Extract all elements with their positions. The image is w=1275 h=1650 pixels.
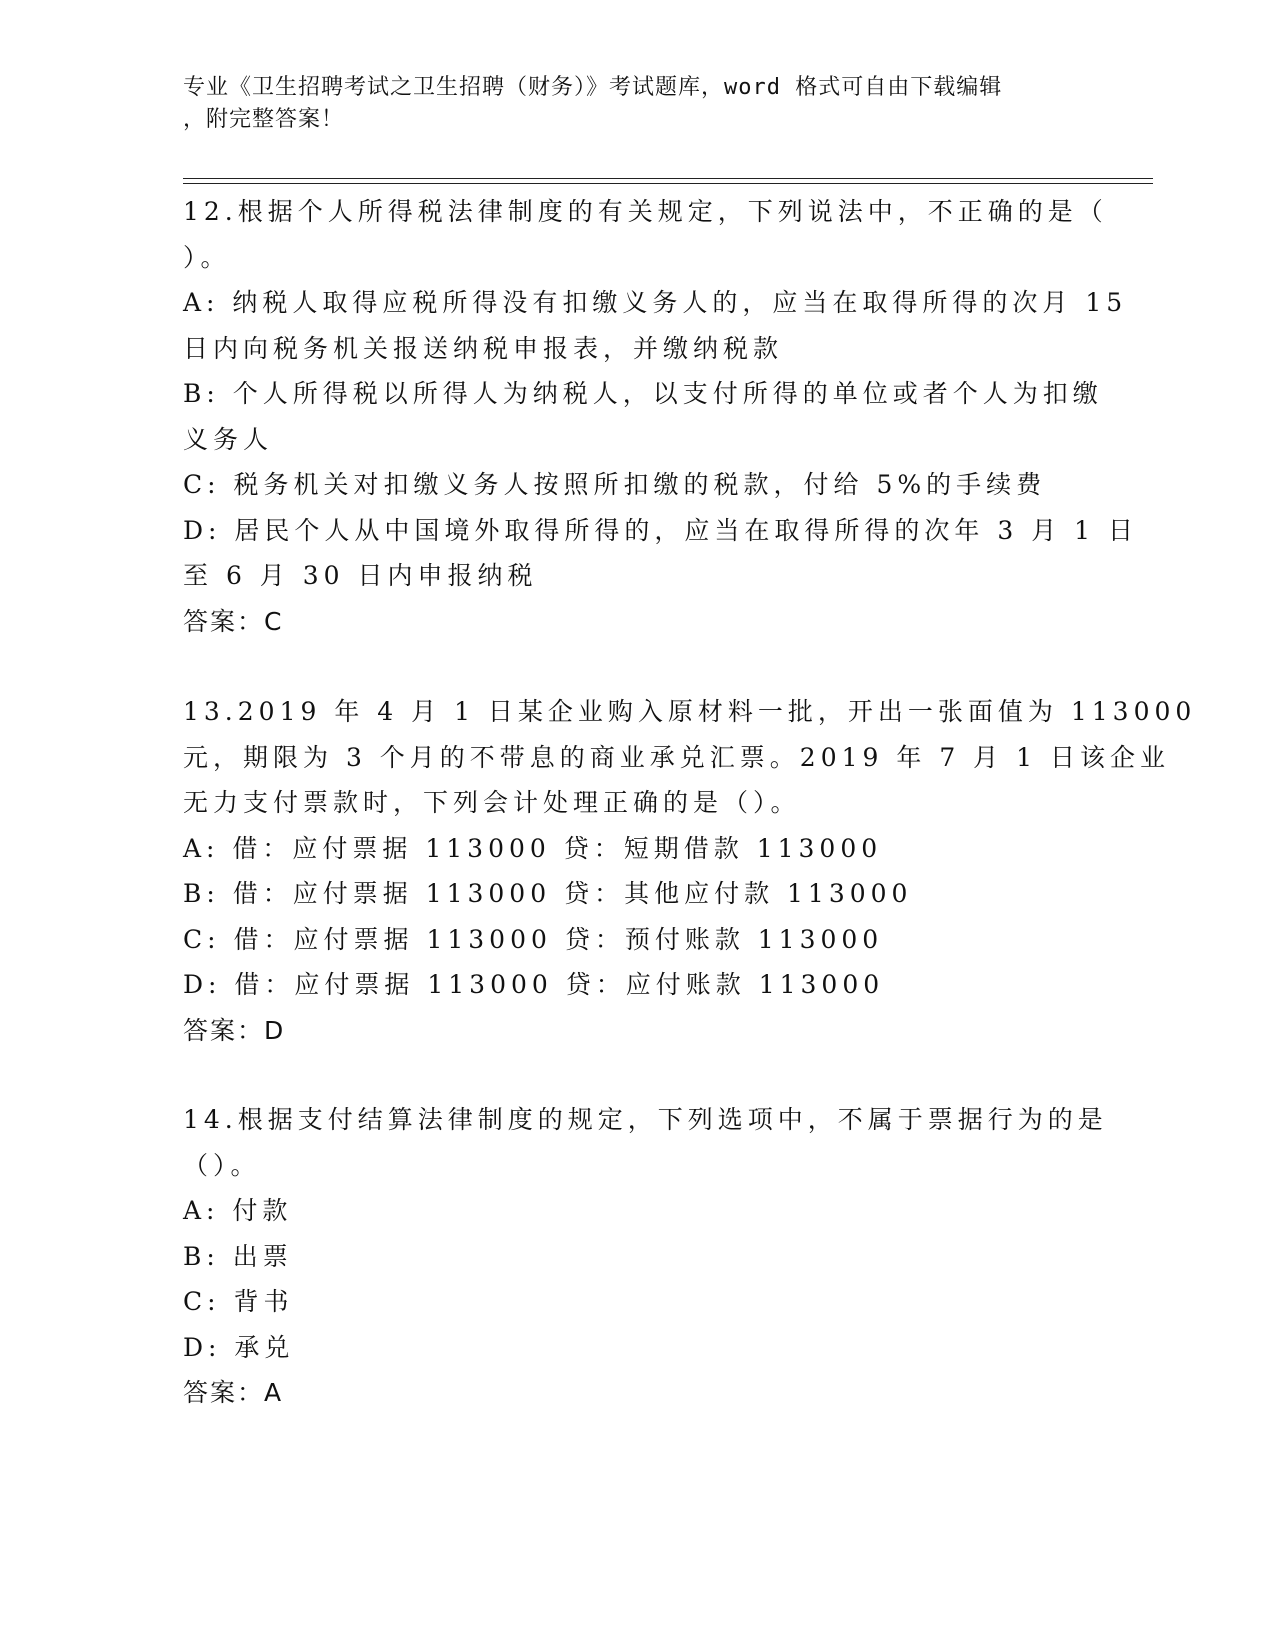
header-line: ，附完整答案！ [183,107,345,132]
answer: 答案：A [183,1378,284,1407]
question-stem: 元，期限为 3 个月的不带息的商业承兑汇票。2019 年 7 月 1 日该企业 [183,742,1170,772]
header-divider [183,183,1153,184]
question-stem: 13.2019 年 4 月 1 日某企业购入原材料一批，开出一张面值为 113000 [183,697,1197,726]
question-stem: 无力支付票款时，下列会计处理正确的是（）。 [183,788,801,817]
question-stem: ）。 [183,242,231,272]
option-a: A: 借：应付票据 113000 贷：短期借款 113000 [183,833,883,863]
question-14 [183,1097,1108,1416]
question-stem: （）。 [183,1150,261,1180]
option-d: D: 借：应付票据 113000 贷：应付账款 113000 [183,970,885,999]
question-stem: 14.根据支付结算法律制度的规定，下列选项中，不属于票据行为的是 [183,1105,1108,1134]
question-13 [183,689,1197,1053]
option-c: C: 背书 [183,1287,294,1316]
option-a: A: 纳税人取得应税所得没有扣缴义务人的，应当在取得所得的次月 15 [183,288,1128,317]
answer: 答案：D [183,1015,286,1045]
document-header [183,72,1083,136]
answer: 答案：C [183,606,284,636]
question-stem: 12.根据个人所得税法律制度的有关规定，下列说法中，不正确的是（ [183,197,1108,226]
option-d: 至 6 月 30 日内申报纳税 [183,561,538,590]
option-b: B: 出票 [183,1241,293,1271]
option-a: 日内向税务机关报送纳税申报表，并缴纳税款 [183,333,784,363]
option-a: A: 付款 [183,1196,293,1225]
option-d: D: 居民个人从中国境外取得所得的，应当在取得所得的次年 3 月 1 日 [183,515,1139,545]
option-c: C: 税务机关对扣缴义务人按照所扣缴的税款，付给 5%的手续费 [183,470,1047,499]
option-b: B: 借：应付票据 113000 贷：其他应付款 113000 [183,879,913,908]
header-divider [183,178,1153,179]
question-12 [183,189,1139,644]
option-d: D: 承兑 [183,1332,295,1362]
option-b: B: 个人所得税以所得人为纳税人，以支付所得的单位或者个人为扣缴 [183,379,1103,408]
option-b: 义务人 [183,424,274,454]
header-line: 专业《卫生招聘考试之卫生招聘（财务）》考试题库，word 格式可自由下载编辑 [183,75,1003,100]
option-c: C: 借：应付票据 113000 贷：预付账款 113000 [183,924,884,954]
